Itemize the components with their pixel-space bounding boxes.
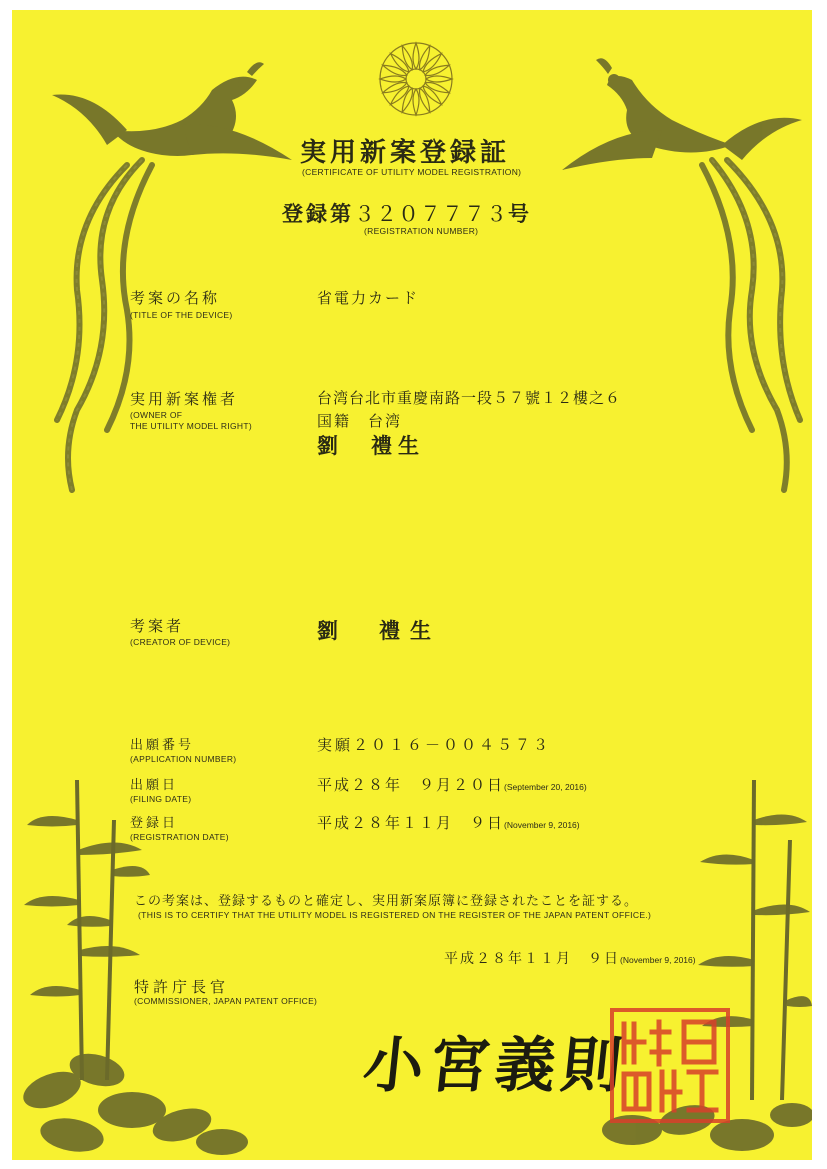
creator-label-en: (CREATOR OF DEVICE) xyxy=(130,637,231,647)
certification-statement-en: (THIS IS TO CERTIFY THAT THE UTILITY MODEL IS REGISTERED ON THE REGISTER OF THE JAPAN PATENT OFFICE.) xyxy=(138,910,652,920)
certificate-title: 実用新案登録証 xyxy=(300,138,511,168)
commissioner-title-en: (COMMISSIONER, JAPAN PATENT OFFICE) xyxy=(134,996,318,1006)
issue-date xyxy=(444,948,696,968)
registration-date-en: (November 9, 2016) xyxy=(504,820,580,830)
creator-label: 考案者 xyxy=(130,617,185,635)
commissioner-title: 特許庁長官 xyxy=(134,978,230,996)
phoenix-icon xyxy=(32,50,302,510)
paulownia-leaves-icon xyxy=(12,1030,252,1160)
owner-nationality: 国籍 台湾 xyxy=(317,412,403,430)
device-title-label: 考案の名称 xyxy=(130,289,221,307)
certificate-paper xyxy=(12,10,812,1160)
owner-name: 劉 禮生 xyxy=(317,433,425,458)
phoenix-icon xyxy=(552,50,812,510)
certification-statement: この考案は、登録するものと確定し、実用新案原簿に登録されたことを証する。 xyxy=(134,894,639,909)
filing-date-value xyxy=(317,774,587,795)
chrysanthemum-crest-icon xyxy=(377,40,455,118)
certificate-title-en: (CERTIFICATE OF UTILITY MODEL REGISTRATION) xyxy=(302,167,522,177)
issue-date-en: (November 9, 2016) xyxy=(620,955,696,965)
registration-date-jp: 平成２８年１１月 ９日 xyxy=(317,814,505,832)
official-seal xyxy=(610,1008,730,1123)
registration-date-value xyxy=(317,812,580,833)
registration-number-line xyxy=(282,198,532,228)
filing-date-en: (September 20, 2016) xyxy=(504,782,587,792)
registration-number-suffix: 号 xyxy=(508,201,532,226)
owner-address: 台湾台北市重慶南路一段５７號１２樓之６ xyxy=(317,389,622,407)
registration-number-en: (REGISTRATION NUMBER) xyxy=(364,226,479,236)
registration-date-label: 登録日 xyxy=(130,816,179,831)
device-title-label-en: (TITLE OF THE DEVICE) xyxy=(130,310,233,320)
owner-label: 実用新案権者 xyxy=(130,390,239,408)
application-number-label-en: (APPLICATION NUMBER) xyxy=(130,754,237,764)
seal-icon xyxy=(614,1012,726,1119)
filing-date-label: 出願日 xyxy=(130,778,179,793)
application-number-label: 出願番号 xyxy=(130,738,195,753)
owner-label-en-2: THE UTILITY MODEL RIGHT) xyxy=(130,421,252,431)
application-number-value: 実願２０１６－００４５７３ xyxy=(317,736,552,754)
registration-date-label-en: (REGISTRATION DATE) xyxy=(130,832,229,842)
registration-number: ３２０７７７３ xyxy=(354,202,508,226)
registration-number-label: 登録第 xyxy=(282,201,354,226)
owner-label-en-1: (OWNER OF xyxy=(130,410,183,420)
issue-date-jp: 平成２８年１１月 ９日 xyxy=(444,951,620,967)
device-title-value: 省電力カード xyxy=(317,289,420,307)
filing-date-jp: 平成２８年 ９月２０日 xyxy=(317,776,505,794)
creator-value: 劉 禮生 xyxy=(317,618,441,643)
filing-date-label-en: (FILING DATE) xyxy=(130,794,192,804)
commissioner-signature: 小宮義則 xyxy=(359,1031,632,1101)
